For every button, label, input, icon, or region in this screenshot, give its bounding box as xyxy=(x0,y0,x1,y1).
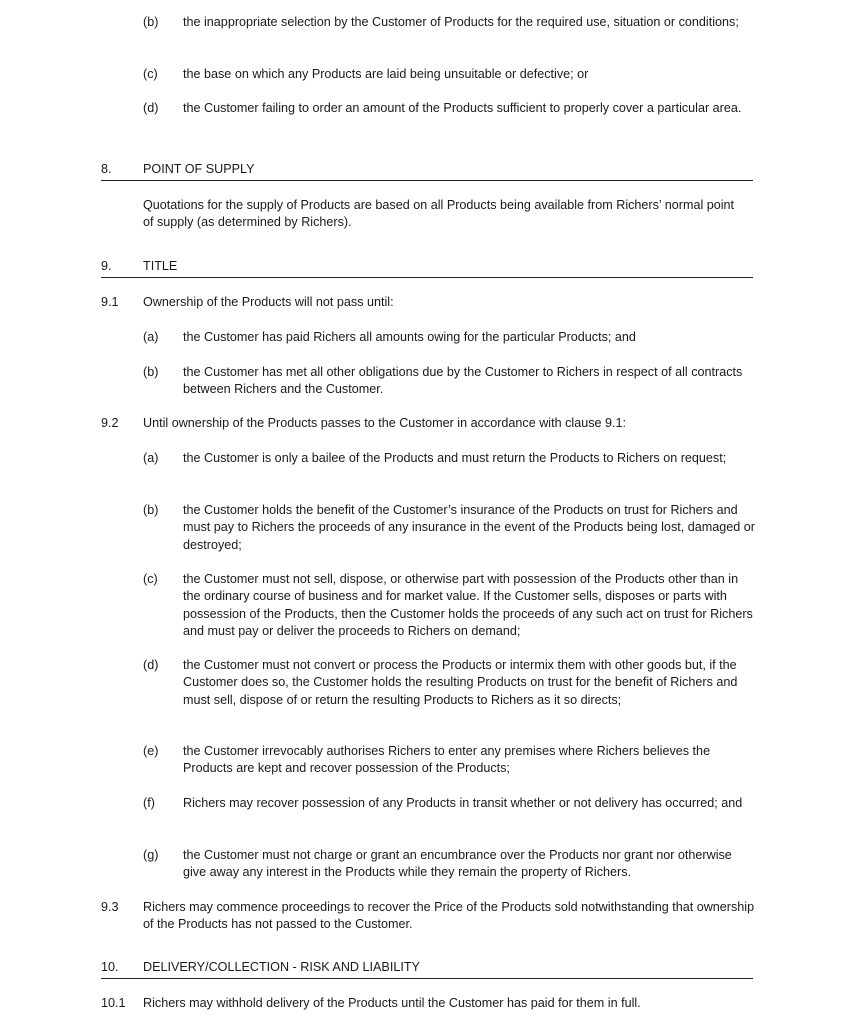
item-text: the Customer must not convert or process the Products or intermix them with other goods but, if the Customer does so, the Customer holds the resulting Products on trust for the benefit of Richers and must sell, dispose of or return the resulting Products to Richers as it so directs; xyxy=(183,658,738,707)
item-text: Richers may recover possession of any Products in transit whether or not delivery has occurred; and xyxy=(183,796,743,810)
section-title: POINT OF SUPPLY xyxy=(143,162,255,176)
item-text: the Customer irrevocably authorises Richers to enter any premises where Richers believes the Products are kept and recover possession of the Products; xyxy=(183,744,711,776)
item-label: (a) xyxy=(143,451,159,465)
item-text: the Customer must not sell, dispose, or otherwise part with possession of the Products other than in the ordinary course of business and for market value. If the Customer sells, disposes or parts with possession of the Products, then the Customer holds the proceeds of any such act on trust for Richers and must pay or deliver the proceeds to Richers on demand; xyxy=(183,572,753,638)
item-label: (d) xyxy=(143,101,159,115)
section-number: 8. xyxy=(101,162,112,176)
item-text: the Customer has paid Richers all amounts owing for the particular Products; and xyxy=(183,330,636,344)
clause-text: Richers may commence proceedings to recover the Price of the Products sold notwithstanding that ownership of the Products has not passed to the Customer. xyxy=(143,900,755,932)
section-title: DELIVERY/COLLECTION - RISK AND LIABILITY xyxy=(143,960,420,974)
section-number: 10. xyxy=(101,960,119,974)
item-text: the Customer failing to order an amount of the Products sufficient to properly cover a particular area. xyxy=(183,101,742,115)
item-text: the Customer is only a bailee of the Products and must return the Products to Richers on request; xyxy=(183,451,727,465)
section-number: 9. xyxy=(101,259,112,273)
clause-number: 9.2 xyxy=(101,416,119,430)
item-text: the Customer holds the benefit of the Customer’s insurance of the Products on trust for Richers and must pay to Richers the proceeds of any insurance in the event of the Products being lost, damaged or destroyed; xyxy=(183,503,755,552)
item-text: the Customer has met all other obligations due by the Customer to Richers in respect of all contracts between Richers and the Customer. xyxy=(183,365,743,397)
section-title: TITLE xyxy=(143,259,178,273)
clause-number: 9.3 xyxy=(101,900,119,914)
section-heading xyxy=(101,161,753,181)
item-text: the base on which any Products are laid being unsuitable or defective; or xyxy=(183,67,589,81)
item-label: (f) xyxy=(143,796,155,810)
clause-number: 9.1 xyxy=(101,295,119,309)
item-text: the inappropriate selection by the Customer of Products for the required use, situation or conditions; xyxy=(183,15,739,29)
item-label: (b) xyxy=(143,503,159,517)
section-body: Quotations for the supply of Products are based on all Products being available from Richers’ normal point of supply (as determined by Richers). xyxy=(143,198,735,230)
clause-number: 10.1 xyxy=(101,996,126,1010)
item-label: (e) xyxy=(143,744,159,758)
item-label: (g) xyxy=(143,848,159,862)
item-label: (b) xyxy=(143,15,159,29)
section-heading xyxy=(101,258,753,278)
clause-text: Ownership of the Products will not pass until: xyxy=(143,295,394,309)
item-text: the Customer must not charge or grant an encumbrance over the Products nor grant nor otherwise give away any interest in the Products while they remain the property of Richers. xyxy=(183,848,732,880)
clause-text: Until ownership of the Products passes to the Customer in accordance with clause 9.1: xyxy=(143,416,627,430)
item-label: (d) xyxy=(143,658,159,672)
clause-text: Richers may withhold delivery of the Products until the Customer has paid for them in full. xyxy=(143,996,641,1010)
item-label: (a) xyxy=(143,330,159,344)
item-label: (b) xyxy=(143,365,159,379)
item-label: (c) xyxy=(143,67,158,81)
section-heading xyxy=(101,959,753,979)
item-label: (c) xyxy=(143,572,158,586)
